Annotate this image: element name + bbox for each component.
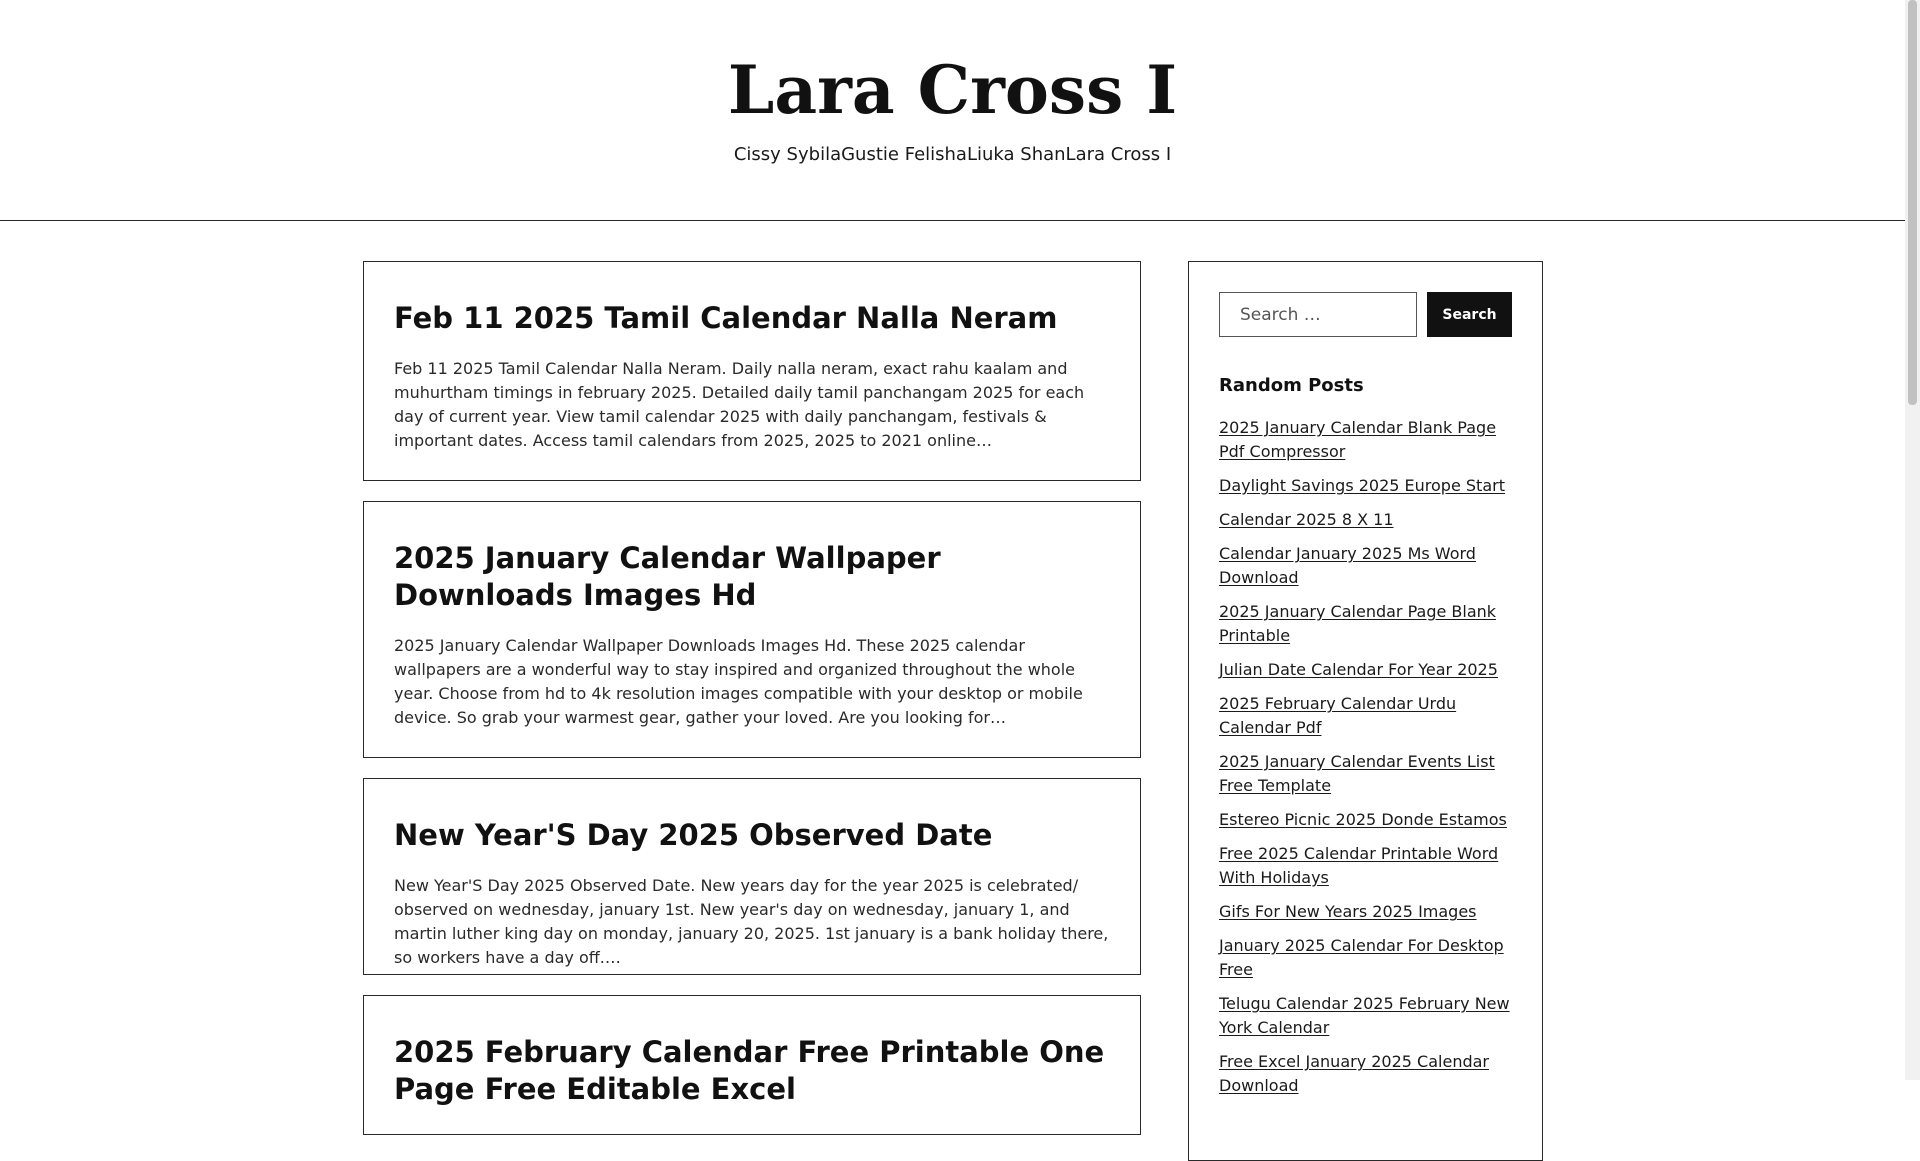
search-button[interactable]: Search xyxy=(1427,292,1512,337)
list-item xyxy=(1219,692,1512,740)
list-item xyxy=(1219,416,1512,464)
list-item xyxy=(1219,934,1512,982)
nav-item-liuka-shan[interactable]: Liuka Shan xyxy=(966,144,1066,165)
random-post-link[interactable]: 2025 January Calendar Events List Free Template xyxy=(1219,752,1495,795)
post-title[interactable]: New Year'S Day 2025 Observed Date xyxy=(394,818,993,852)
nav-item-lara-cross-i[interactable]: Lara Cross I xyxy=(1065,144,1172,165)
random-post-link[interactable]: Free Excel January 2025 Calendar Download xyxy=(1219,1052,1489,1095)
post-excerpt: Feb 11 2025 Tamil Calendar Nalla Neram. Daily nalla neram, exact rahu kaalam and muhurtham timings in february 2025. Detailed daily tamil panchangam 2025 for each day of current year. View tamil calendar 2025 with daily panchangam, festivals & important dates. Access tamil calendars from 2025, 2025 to 2021 online… xyxy=(394,359,1085,450)
list-item xyxy=(1219,474,1512,498)
random-post-link[interactable]: Telugu Calendar 2025 February New York Calendar xyxy=(1219,994,1510,1037)
random-post-link[interactable]: Estereo Picnic 2025 Donde Estamos xyxy=(1219,810,1507,829)
post-title[interactable]: Feb 11 2025 Tamil Calendar Nalla Neram xyxy=(394,301,1058,335)
random-post-link[interactable]: 2025 February Calendar Urdu Calendar Pdf xyxy=(1219,694,1457,737)
list-item xyxy=(1219,1050,1512,1098)
nav-item-cissy-sybila[interactable]: Cissy Sybila xyxy=(733,144,842,165)
search-form xyxy=(1219,292,1512,337)
post-excerpt: New Year'S Day 2025 Observed Date. New years day for the year 2025 is celebrated/ observed on wednesday, january 1st. New year's day on wednesday, january 1, and martin luther king day on monday, january 20, 2025. 1st january is a bank holiday there, so workers have a day off.… xyxy=(394,876,1109,967)
random-post-link[interactable]: Calendar 2025 8 X 11 xyxy=(1219,510,1394,529)
list-item xyxy=(1219,658,1512,682)
vertical-scrollbar[interactable] xyxy=(1905,0,1920,1080)
sidebar xyxy=(1188,261,1543,1161)
random-posts-list xyxy=(1219,416,1512,1098)
list-item xyxy=(1219,992,1512,1040)
post-card xyxy=(363,261,1141,481)
random-post-link[interactable]: January 2025 Calendar For Desktop Free xyxy=(1219,936,1504,979)
random-post-link[interactable]: 2025 January Calendar Blank Page Pdf Compressor xyxy=(1219,418,1497,461)
random-post-link[interactable]: Calendar January 2025 Ms Word Download xyxy=(1219,544,1476,587)
random-posts-heading: Random Posts xyxy=(1219,375,1364,396)
search-input[interactable] xyxy=(1219,292,1417,337)
list-item xyxy=(1219,508,1512,532)
primary-nav xyxy=(0,143,1905,167)
post-card xyxy=(363,501,1141,758)
site-header xyxy=(0,0,1905,221)
random-post-link[interactable]: Daylight Savings 2025 Europe Start xyxy=(1219,476,1505,495)
post-title[interactable]: 2025 January Calendar Wallpaper Downloads Images Hd xyxy=(394,541,941,612)
random-post-link[interactable]: 2025 January Calendar Page Blank Printable xyxy=(1219,602,1497,645)
list-item xyxy=(1219,900,1512,924)
post-excerpt: 2025 January Calendar Wallpaper Downloads Images Hd. These 2025 calendar wallpapers are a wonderful way to stay inspired and organized throughout the whole year. Choose from hd to 4k resolution images compatible with your desktop or mobile device. So grab your warmest gear, gather your loved. Are you looking for… xyxy=(394,636,1083,727)
list-item xyxy=(1219,842,1512,890)
random-post-link[interactable]: Gifs For New Years 2025 Images xyxy=(1219,902,1477,921)
post-title[interactable]: 2025 February Calendar Free Printable One Page Free Editable Excel xyxy=(394,1035,1105,1106)
random-post-link[interactable]: Free 2025 Calendar Printable Word With Holidays xyxy=(1219,844,1499,887)
list-item xyxy=(1219,542,1512,590)
scrollbar-thumb[interactable] xyxy=(1908,0,1917,405)
list-item xyxy=(1219,750,1512,798)
post-card xyxy=(363,778,1141,975)
site-title-link[interactable]: Lara Cross I xyxy=(727,51,1178,129)
list-item xyxy=(1219,600,1512,648)
list-item xyxy=(1219,808,1512,832)
nav-item-gustie-felisha[interactable]: Gustie Felisha xyxy=(841,144,967,165)
random-post-link[interactable]: Julian Date Calendar For Year 2025 xyxy=(1219,660,1498,679)
post-card xyxy=(363,995,1141,1135)
